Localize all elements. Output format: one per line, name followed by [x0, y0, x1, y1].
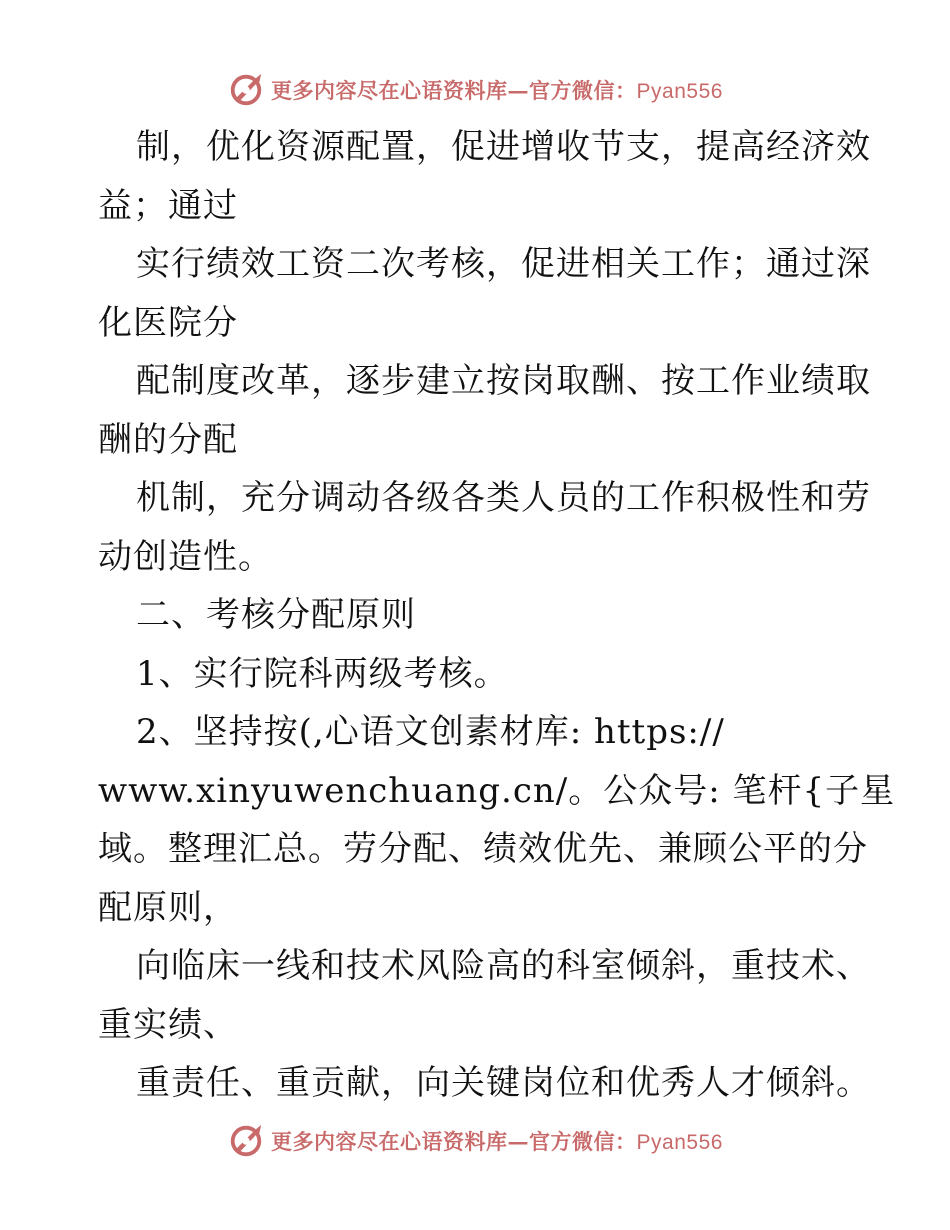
text-line: 动创造性。 [98, 536, 273, 577]
text-line: 2、坚持按(,心语文创素材库: https:// [136, 712, 725, 752]
footer-banner [0, 1121, 950, 1161]
text-line: 实行绩效工资二次考核，促进相关工作；通过深 [136, 244, 871, 284]
quill-logo-icon [227, 1122, 265, 1160]
text-line: 1、实行院科两级考核。 [136, 653, 509, 694]
quill-logo-icon [227, 71, 265, 109]
footer-banner-text [271, 1126, 723, 1156]
text-line: 向临床一线和技术风险高的科室倾斜，重技术、 [136, 946, 871, 986]
text-line: 化医院分 [98, 302, 238, 343]
text-line: 重责任、重贡献，向关键岗位和优秀人才倾斜。 [136, 1063, 871, 1103]
text-line: 二、考核分配原则 [136, 595, 416, 635]
text-line: 制，优化资源配置，促进增收节支，提高经济效 [136, 127, 871, 167]
header-banner-label: 更多内容尽在心语资料库—官方微信： [271, 78, 637, 103]
footer-banner-id: Pyan556 [636, 1131, 723, 1154]
text-line: 域。整理汇总。劳分配、绩效优先、兼顾公平的分 [98, 829, 868, 869]
footer-banner-label: 更多内容尽在心语资料库—官方微信： [271, 1129, 637, 1154]
text-line: 益；通过 [98, 185, 238, 226]
text-line: 重实绩、 [98, 1004, 238, 1045]
text-line: www.xinyuwenchuang.cn/。公众号: 笔杆{子星 [98, 770, 896, 811]
header-banner [0, 70, 950, 110]
header-banner-text [271, 75, 723, 105]
text-line: 酬的分配 [98, 419, 238, 460]
text-line: 配制度改革，逐步建立按岗取酬、按工作业绩取 [136, 361, 871, 401]
text-line: 配原则， [98, 887, 238, 928]
header-banner-id: Pyan556 [636, 80, 723, 103]
text-line: 机制，充分调动各级各类人员的工作积极性和劳 [136, 478, 871, 518]
document-body [98, 118, 896, 1113]
